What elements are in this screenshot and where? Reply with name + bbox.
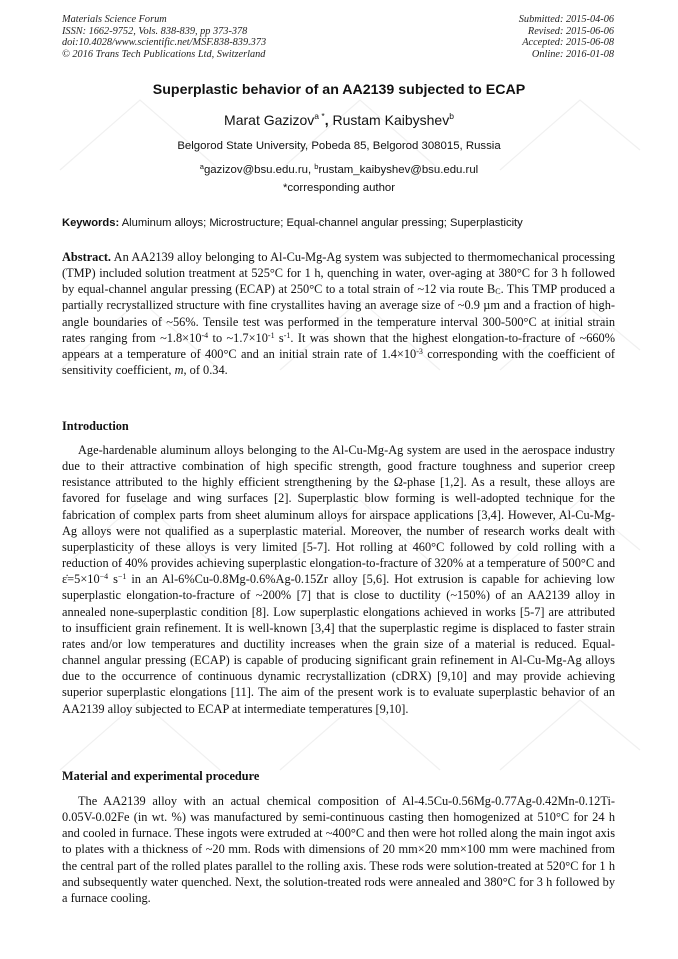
- author-name: Rustam Kaibyshev: [332, 112, 450, 128]
- accepted-date: Accepted: 2015-06-08: [522, 37, 614, 48]
- exponent: -4: [201, 330, 209, 340]
- author-affil-marker: b: [449, 111, 454, 121]
- abstract-text: . This TMP produced a partially recrystallized structure with fine crystallites having an average size of ~0.9 µm and a fraction of high-angle boundaries of ~56%. Tensile test was performed in the temperature interval 300-500°C at initial strain rates ranging from ~1.8×10: [62, 282, 615, 345]
- corresponding-author-note: *corresponding author: [282, 182, 396, 194]
- email-marker: a: [199, 162, 204, 171]
- abstract-label: Abstract.: [62, 250, 112, 264]
- email-marker: b: [314, 162, 319, 171]
- abstract-text: corresponding with the coefficient of sensitivity coefficient,: [62, 346, 615, 378]
- issn: ISSN: 1662-9752, Vols. 838-839, pp 373-378: [62, 25, 248, 37]
- introduction-heading: Introduction: [62, 419, 129, 433]
- online-date: Online: 2016-01-08: [531, 48, 614, 60]
- exponent: -1: [267, 330, 275, 340]
- abstract-text: An AA2139 alloy belonging to Al-Cu-Mg-Ag system was subjected to thermomechanical processing (TMP) included solution treatment at 525°C for 1 h, quenching in water, over-aging at 380°C for 3 h followed by equal-channel angular pressing (ECAP) at 250°C to a total strain of ~12 via route B: [62, 250, 615, 297]
- author-line: [0, 111, 678, 128]
- keywords-text: Aluminum alloys; Microstructure; Equal-channel angular pressing; Superplasticity: [119, 217, 523, 229]
- affiliation: Belgorod State University, Pobeda 85, Belgorod 308015, Russia: [177, 140, 501, 152]
- keywords-label: Keywords:: [62, 217, 120, 229]
- abstract-text: . It was shown that the highest elongation-to-fracture of ~660% appears at a temperature of 400°C and an initial strain rate of 1.4×10: [62, 330, 616, 361]
- materials-paragraph: The AA2139 alloy with an actual chemical composition of Al-4.5Cu-0.56Mg-0.77Ag-0.42Mn-0.12Ti-0.05V-0.02Fe (in wt. %) was manufactured by semi-continuous casting then homogenized at 510°C for 24 h and cooled in furnace. These ingots were extruded at ~400°C and then were hot rolled along the main ingot axis to plates with a thickness of ~20 mm. Rods with dimensions of 20 mm×20 mm×100 mm were machined from the central part of the rolled plates parallel to the rolling axis. These rods were solution-treated at 520°C for 1 h and subsequently water quenched. Next, the solution-treated rods were annealed and 380°C for 3 h followed by a furnace cooling.: [62, 794, 615, 905]
- abstract: [62, 249, 615, 378]
- revised-date: Revised: 2015-06-06: [527, 25, 614, 37]
- introduction-paragraph: [62, 442, 615, 717]
- email-line: [0, 162, 678, 176]
- copyright: © 2016 Trans Tech Publications Ltd, Switzerland: [62, 48, 266, 60]
- abstract-text: , of 0.34.: [183, 363, 228, 378]
- abstract-text: to ~1.7×10: [208, 330, 268, 345]
- submitted-date: Submitted: 2015-04-06: [518, 14, 614, 25]
- email-link[interactable]: rustam_kaibyshev@bsu.edu.rul: [318, 164, 479, 176]
- materials-heading: Material and experimental procedure: [62, 769, 260, 783]
- intro-text: Age-hardenable aluminum alloys belonging to the Al-Cu-Mg-Ag system are used in the aerospace industry due to their attractive combination of high specific strength, good fracture toughness and superior creep resistance attributed to the highly efficient strengthening by the Ω-phase [1,2]. As a result, these alloys are favored for fuselage and wing surfaces [2]. Superplastic blow forming is well-adopted technique for the fabrication of complex parts from sheet aluminum alloys for airspace applications [3,4]. However, Al-Cu-Mg-Ag alloys were not qualified as a superplastic material. Moreover, the number of research works dealt with superplasticity of these alloys is very limited [5-7]. Hot rolling at 460°C followed by cold rolling with a reduction of 40% provides achieving superplastic elongation-to-fracture of 320% at a temperature of 500°C and ε̇=5×10: [62, 443, 615, 587]
- author-affil-marker: a *: [314, 111, 325, 121]
- paper-title: Superplastic behavior of an AA2139 subjected to ECAP: [152, 82, 526, 98]
- author-separator: ,: [324, 112, 333, 128]
- doi[interactable]: doi:10.4028/www.scientific.net/MSF.838-839.373: [62, 37, 267, 48]
- exponent: -1: [283, 330, 291, 340]
- intro-text: s: [108, 572, 118, 587]
- email-link[interactable]: gazizov@bsu.edu.ru,: [203, 164, 315, 176]
- author-name: Marat Gazizov: [224, 112, 315, 128]
- keywords: [62, 217, 622, 229]
- journal-name: Materials Science Forum: [62, 14, 167, 25]
- exponent: −1: [117, 572, 127, 582]
- abstract-text: s: [274, 330, 284, 345]
- exponent: -3: [416, 346, 423, 356]
- exponent: −4: [99, 572, 109, 582]
- journal-header: [62, 14, 266, 60]
- intro-text: in an Al-6%Cu-0.8Mg-0.6%Ag-0.15Zr alloy [5,6]. Hot extrusion is capable for achieving low superplastic elongation-to-fracture of ~200% [7] that is close to ductility (~150%) of an AA2139 alloy in annealed none-superplastic condition [8]. Low superplastic elongations achieved in works [5-7] are attributed to insufficient grain refinement. It is well-known [3,4] that the superplastic regime is displaced to faster strain rates and/or low temperatures and ductility increases when the grain size of a material is reduced. Equal-channel angular pressing (ECAP) is capable of producing significant grain refinement in Al-Cu-Mg-Ag alloys due to the occurrence of continuous dynamic recrystallization (cDRX) [9,10] and may provide achieving superior superplastic elongations [11]. The aim of the present work is to evaluate superplastic behavior of an AA2139 alloy subjected to ECAP at intermediate temperatures [9,10].: [62, 572, 616, 716]
- subscript: C: [495, 287, 501, 297]
- dates-header: [519, 14, 614, 60]
- symbol-m: m: [174, 363, 184, 378]
